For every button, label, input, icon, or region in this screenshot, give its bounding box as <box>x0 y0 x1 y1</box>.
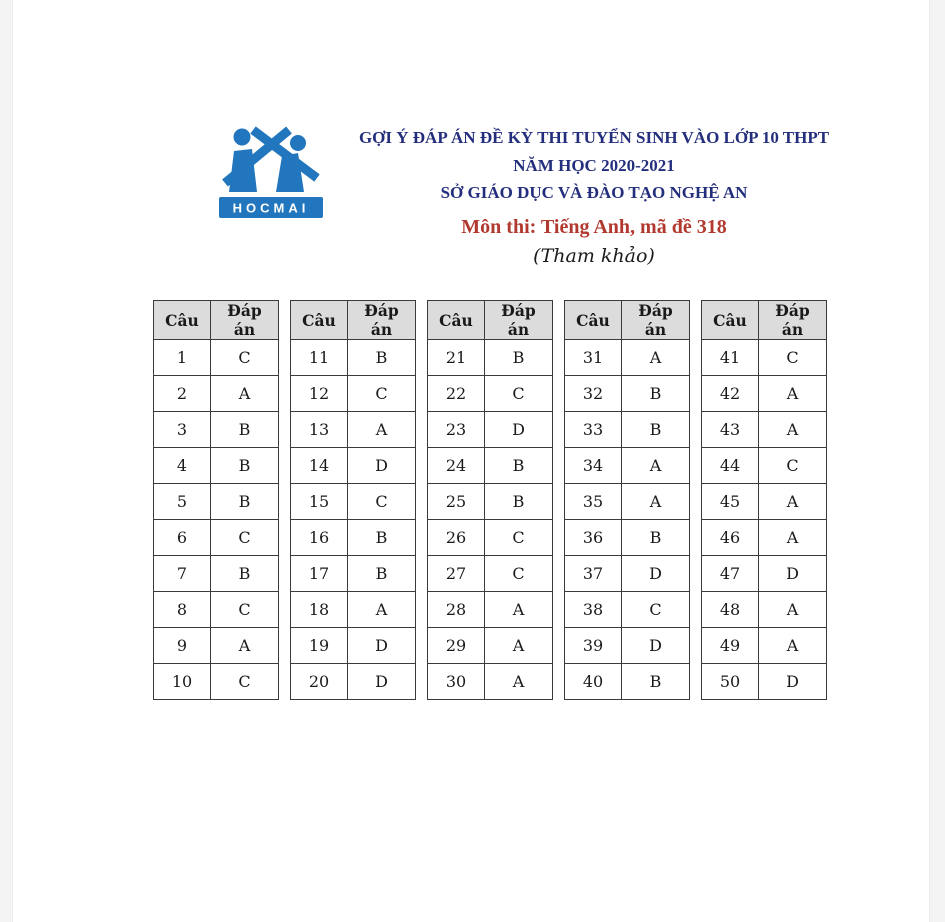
question-cell: 22 <box>428 376 485 412</box>
answer-cell: C <box>485 376 553 412</box>
question-cell: 3 <box>154 412 211 448</box>
answer-col-header: Đáp án <box>622 301 690 340</box>
answer-row <box>428 628 553 664</box>
question-cell: 34 <box>565 448 622 484</box>
question-cell: 15 <box>291 484 348 520</box>
answer-cell: B <box>622 412 690 448</box>
answer-row <box>565 484 690 520</box>
answer-row <box>565 340 690 376</box>
answer-cell: B <box>211 448 279 484</box>
question-cell: 37 <box>565 556 622 592</box>
answer-cell: D <box>622 556 690 592</box>
answer-cell: B <box>622 664 690 700</box>
question-cell: 50 <box>702 664 759 700</box>
question-col-header: Câu <box>154 301 211 340</box>
question-cell: 47 <box>702 556 759 592</box>
question-cell: 10 <box>154 664 211 700</box>
question-col-header: Câu <box>428 301 485 340</box>
answer-cell: D <box>485 412 553 448</box>
answer-row <box>154 484 279 520</box>
question-cell: 13 <box>291 412 348 448</box>
answer-row <box>428 664 553 700</box>
answer-cell: A <box>759 376 827 412</box>
answer-cell: C <box>348 484 416 520</box>
answer-table-header-row <box>154 301 279 340</box>
answer-row <box>565 628 690 664</box>
question-cell: 17 <box>291 556 348 592</box>
answer-row <box>428 592 553 628</box>
answer-cell: A <box>485 592 553 628</box>
answer-row <box>428 340 553 376</box>
answer-row <box>154 448 279 484</box>
answer-table-2 <box>290 300 416 700</box>
answer-row <box>291 340 416 376</box>
answer-cell: A <box>622 484 690 520</box>
answer-tables <box>153 300 827 700</box>
question-cell: 28 <box>428 592 485 628</box>
question-cell: 32 <box>565 376 622 412</box>
answer-cell: C <box>759 340 827 376</box>
hocmai-logo-icon <box>219 121 323 221</box>
answer-cell: B <box>485 448 553 484</box>
question-cell: 21 <box>428 340 485 376</box>
question-cell: 30 <box>428 664 485 700</box>
answer-table-header-row <box>702 301 827 340</box>
question-cell: 41 <box>702 340 759 376</box>
answer-row <box>565 556 690 592</box>
answer-cell: B <box>211 412 279 448</box>
answer-cell: B <box>622 376 690 412</box>
answer-cell: C <box>211 340 279 376</box>
answer-row <box>291 520 416 556</box>
answer-cell: D <box>348 664 416 700</box>
answer-row <box>428 556 553 592</box>
title-line-2: NĂM HỌC 2020-2021 <box>513 155 675 175</box>
note-line: (Tham khảo) <box>533 244 655 267</box>
question-cell: 18 <box>291 592 348 628</box>
question-cell: 43 <box>702 412 759 448</box>
document-page <box>12 0 930 922</box>
answer-row <box>154 376 279 412</box>
answer-row <box>702 340 827 376</box>
question-cell: 12 <box>291 376 348 412</box>
answer-row <box>702 412 827 448</box>
answer-row <box>428 376 553 412</box>
question-cell: 38 <box>565 592 622 628</box>
question-cell: 2 <box>154 376 211 412</box>
answer-table-5 <box>701 300 827 700</box>
answer-cell: A <box>348 412 416 448</box>
answer-cell: D <box>348 448 416 484</box>
question-cell: 14 <box>291 448 348 484</box>
question-cell: 11 <box>291 340 348 376</box>
answer-cell: C <box>759 448 827 484</box>
answer-row <box>565 664 690 700</box>
answer-row <box>702 628 827 664</box>
answer-cell: B <box>485 484 553 520</box>
question-cell: 46 <box>702 520 759 556</box>
answer-row <box>154 412 279 448</box>
answer-table-header-row <box>428 301 553 340</box>
question-cell: 26 <box>428 520 485 556</box>
title-line-3: SỞ GIÁO DỤC VÀ ĐÀO TẠO NGHỆ AN <box>440 183 748 202</box>
title-line-1: GỢI Ý ĐÁP ÁN ĐỀ KỲ THI TUYỂN SINH VÀO LỚP 10 THPT <box>358 128 830 147</box>
answer-cell: C <box>211 592 279 628</box>
answer-cell: A <box>211 628 279 664</box>
question-cell: 36 <box>565 520 622 556</box>
answer-col-header: Đáp án <box>348 301 416 340</box>
answer-cell: B <box>211 556 279 592</box>
question-cell: 39 <box>565 628 622 664</box>
answer-row <box>565 376 690 412</box>
answer-row <box>154 664 279 700</box>
answer-row <box>291 448 416 484</box>
question-cell: 45 <box>702 484 759 520</box>
answer-row <box>702 520 827 556</box>
answer-cell: C <box>485 556 553 592</box>
answer-cell: A <box>759 412 827 448</box>
answer-cell: B <box>211 484 279 520</box>
answer-row <box>702 592 827 628</box>
answer-table-header-row <box>291 301 416 340</box>
answer-table-1 <box>153 300 279 700</box>
answer-cell: B <box>622 520 690 556</box>
answer-table-3 <box>427 300 553 700</box>
question-cell: 49 <box>702 628 759 664</box>
answer-table-header-row <box>565 301 690 340</box>
question-cell: 24 <box>428 448 485 484</box>
answer-cell: A <box>622 448 690 484</box>
question-cell: 44 <box>702 448 759 484</box>
question-cell: 33 <box>565 412 622 448</box>
question-cell: 4 <box>154 448 211 484</box>
answer-col-header: Đáp án <box>485 301 553 340</box>
answer-row <box>565 592 690 628</box>
answer-cell: C <box>211 664 279 700</box>
answer-row <box>291 664 416 700</box>
answer-row <box>154 628 279 664</box>
answer-row <box>291 412 416 448</box>
answer-table-4 <box>564 300 690 700</box>
question-cell: 23 <box>428 412 485 448</box>
question-cell: 6 <box>154 520 211 556</box>
answer-cell: C <box>622 592 690 628</box>
answer-cell: B <box>485 340 553 376</box>
answer-col-header: Đáp án <box>211 301 279 340</box>
question-cell: 31 <box>565 340 622 376</box>
question-cell: 48 <box>702 592 759 628</box>
answer-col-header: Đáp án <box>759 301 827 340</box>
answer-row <box>565 520 690 556</box>
answer-row <box>154 340 279 376</box>
answer-cell: D <box>348 628 416 664</box>
question-cell: 20 <box>291 664 348 700</box>
answer-row <box>154 592 279 628</box>
question-cell: 1 <box>154 340 211 376</box>
answer-cell: D <box>759 664 827 700</box>
answer-cell: B <box>348 556 416 592</box>
answer-row <box>428 520 553 556</box>
answer-row <box>291 376 416 412</box>
answer-row <box>702 556 827 592</box>
answer-cell: A <box>485 664 553 700</box>
answer-cell: A <box>759 484 827 520</box>
answer-row <box>154 556 279 592</box>
answer-cell: A <box>485 628 553 664</box>
answer-row <box>702 664 827 700</box>
answer-cell: B <box>348 340 416 376</box>
question-col-header: Câu <box>565 301 622 340</box>
question-cell: 35 <box>565 484 622 520</box>
answer-row <box>291 592 416 628</box>
question-cell: 5 <box>154 484 211 520</box>
answer-cell: B <box>348 520 416 556</box>
subject-line: Môn thi: Tiếng Anh, mã đề 318 <box>461 215 727 238</box>
answer-cell: A <box>348 592 416 628</box>
hocmai-logo <box>219 121 323 221</box>
answer-row <box>154 520 279 556</box>
svg-text:HOCMAI: HOCMAI <box>232 200 310 216</box>
question-cell: 40 <box>565 664 622 700</box>
answer-row <box>702 448 827 484</box>
answer-cell: C <box>211 520 279 556</box>
question-cell: 19 <box>291 628 348 664</box>
question-cell: 42 <box>702 376 759 412</box>
question-cell: 8 <box>154 592 211 628</box>
answer-row <box>291 556 416 592</box>
answer-cell: C <box>348 376 416 412</box>
question-cell: 16 <box>291 520 348 556</box>
answer-row <box>428 412 553 448</box>
header-titles <box>351 124 837 271</box>
answer-row <box>702 484 827 520</box>
answer-row <box>702 376 827 412</box>
question-col-header: Câu <box>291 301 348 340</box>
answer-cell: A <box>759 520 827 556</box>
question-col-header: Câu <box>702 301 759 340</box>
answer-row <box>565 448 690 484</box>
answer-row <box>291 484 416 520</box>
answer-cell: A <box>211 376 279 412</box>
question-cell: 27 <box>428 556 485 592</box>
answer-cell: A <box>759 628 827 664</box>
question-cell: 25 <box>428 484 485 520</box>
answer-row <box>291 628 416 664</box>
answer-cell: D <box>622 628 690 664</box>
question-cell: 7 <box>154 556 211 592</box>
answer-cell: A <box>622 340 690 376</box>
answer-row <box>565 412 690 448</box>
answer-row <box>428 448 553 484</box>
answer-cell: C <box>485 520 553 556</box>
question-cell: 29 <box>428 628 485 664</box>
answer-row <box>428 484 553 520</box>
answer-cell: A <box>759 592 827 628</box>
answer-cell: D <box>759 556 827 592</box>
question-cell: 9 <box>154 628 211 664</box>
